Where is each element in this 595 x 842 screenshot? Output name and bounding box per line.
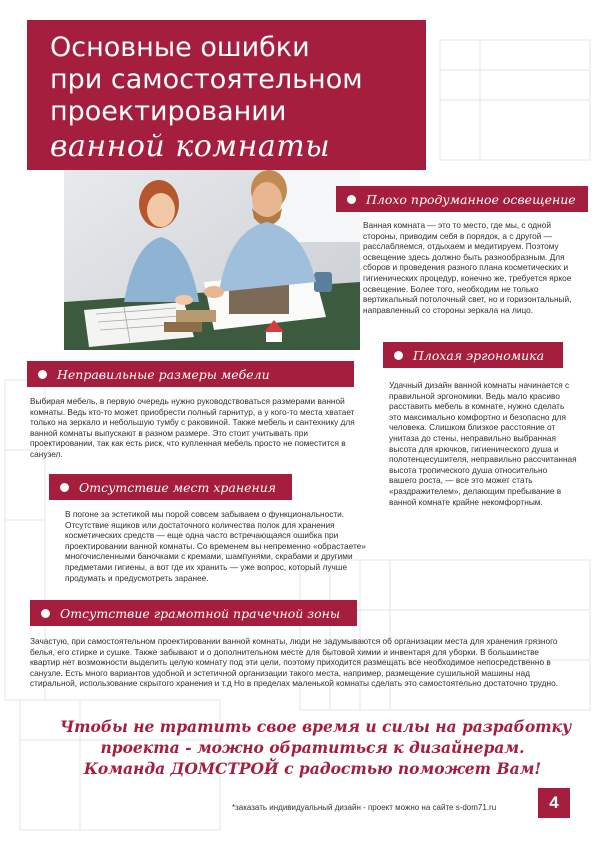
bullet-icon [38, 370, 47, 379]
designers-photo [64, 152, 360, 350]
bullet-icon [347, 195, 356, 204]
section-laundry-title: Отсутствие грамотной прачечной зоны [60, 605, 341, 621]
section-furniture-text: Выбирая мебель, в первую очередь нужно руководствоваться размерами ванной комнаты. Ведь кто-то может приобрести полный гарнитур, а у кого-то места хватает только на зеркало и небольшую тумбу с раковиной. Также мебель и сантехнику для ванной комнаты выпускают в разном размере. Это стоит учитывать при проектировании, так как есть риск, что купленная мебель просто не поместится в санузел. [30, 396, 355, 459]
title-banner [27, 20, 426, 170]
page-number: 4 [538, 788, 570, 818]
section-lighting-title: Плохо продуманное освещение [366, 191, 576, 207]
call-to-action [60, 716, 572, 779]
cta-line-2: проекта - можно обратиться к дизайнерам. [100, 738, 525, 757]
bullet-icon [394, 351, 403, 360]
cta-line-3: Команда ДОМСТРОЙ с радостью поможет Вам! [83, 759, 542, 778]
section-ergonomics-text: Удачный дизайн ванной комнаты начинается с правильной эргономики. Ведь мало красиво расставить мебель в комнате, нужно сделать это максимально комфортно и безопасно для человека. Слишком близкое расстояние от унитаза до стены, неправильно выбранная высота для крючков, гигиенического душа и полотенцесушителя, неправильно рассчитанная высота тропического душа относительно вашего роста, — все это может стать «раздражителем», делающим пребывание в ванной комнате крайне некомфортным. [389, 380, 577, 507]
section-storage-title: Отсутствие мест хранения [79, 479, 277, 495]
section-ergonomics-title: Плохая эргономика [413, 347, 545, 363]
section-furniture-header [27, 361, 354, 387]
section-lighting-text: Ванная комната — это то место, где мы, с одной стороны, приводим себя в порядок, а с другой — расслабляемся, отдыхаем и медитируем. Поэтому освещение здесь должно быть разнообразным. Для сборов и проведения разного плана косметических и гигиенических процедур, конечно же, требуется яркое освещение. Более того, необходим не только вертикальный потолочный свет, но и горизонтальный, направленный со стороны зеркала на лицо. [363, 220, 572, 315]
page-title-line-3: проектировании [50, 96, 287, 127]
bullet-icon [60, 483, 69, 492]
page-title-line-1: Основные ошибки [50, 32, 310, 63]
section-laundry-text: Зачастую, при самостоятельном проектировании ванной комнаты, люди не задумываются об организации места для хранения грязного белья, его стирке и сушке. Также забывают и о дополнительном месте для бытовой химии и инвентаря для уборки. В большинстве квартир нет возможности выделить целую комнату под эти цели, поэтому приходится размещать все необходимое непосредственно в санузле. Есть много вариантов удобной и эстетичной организации такого места, например, размещение сушильной машины над стиральной, использование скрытого хранения и т.д Но в пределах маленькой комнаты сделать это самостоятельно достаточно трудно. [30, 636, 559, 689]
footer-note: *заказать индивидуальный дизайн - проект можно на сайте s-dom71.ru [232, 803, 497, 812]
section-ergonomics-header [383, 342, 563, 368]
page-title-script: ванной комнаты [50, 129, 331, 164]
page-title-line-2: при самостоятельном [50, 64, 363, 95]
section-furniture-title: Неправильные размеры мебели [57, 366, 270, 382]
section-storage-text: В погоне за эстетикой мы порой совсем забываем о функциональности. Отсутствие ящиков или достаточного количества полок для хранения косметических средств — еще одна часто встречающаяся ошибка при проектировании ванной комнаты. Со временем вы непременно «обрастаете» многочисленными баночками с кремами, шампунями, скрабами и другими предметами гигиены, а вот где их хранить — уже вопрос, который лучше продумать и предусмотреть заранее. [65, 509, 366, 583]
section-laundry-header [30, 600, 357, 626]
bullet-icon [41, 609, 50, 618]
section-lighting-header [336, 186, 588, 212]
cta-line-1: Чтобы не тратить свое время и силы на разработку [60, 717, 572, 736]
section-storage-header [49, 474, 292, 500]
